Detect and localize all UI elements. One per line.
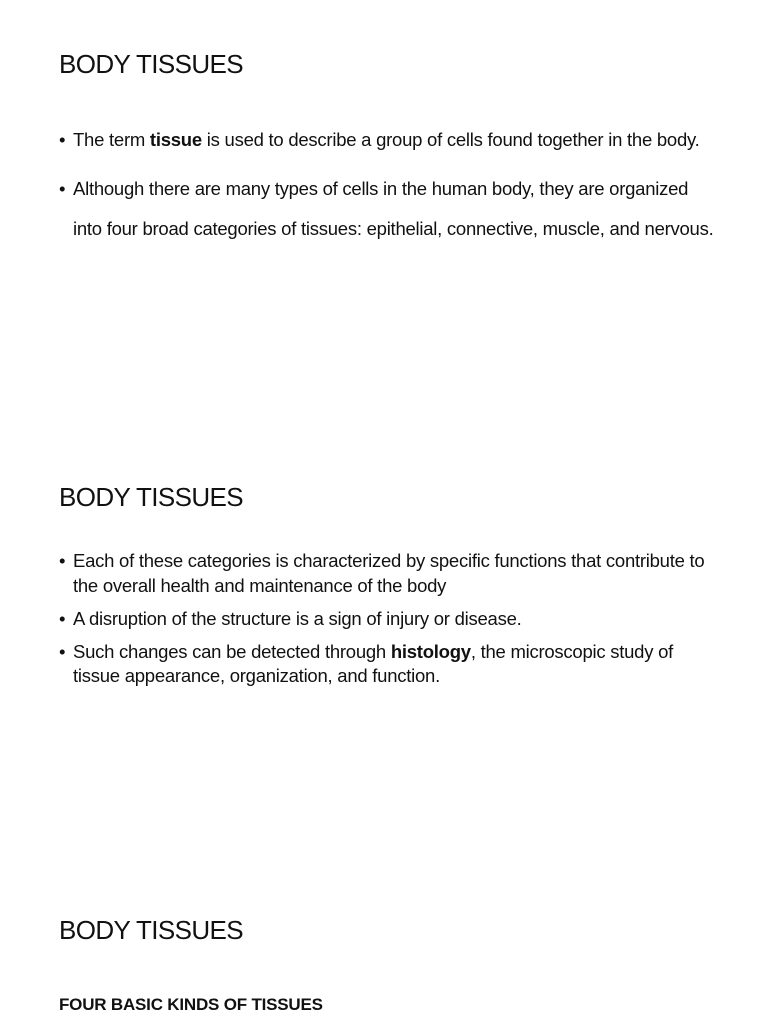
bullet-text-before: Such changes can be detected through bbox=[73, 640, 391, 662]
slide-1-bullet-list bbox=[59, 120, 719, 258]
bullet-text-after: is used to describe a group of cells found together in the body. bbox=[201, 129, 700, 150]
bullet-marker: • bbox=[59, 177, 66, 199]
slide-2-title: BODY TISSUES bbox=[59, 482, 244, 512]
bullet-marker: • bbox=[59, 129, 66, 150]
bullet-marker: • bbox=[59, 640, 66, 662]
bullet-item bbox=[59, 120, 719, 161]
bullet-text-before: The term bbox=[73, 129, 150, 150]
bullet-text: A disruption of the structure is a sign of injury or disease. bbox=[73, 607, 522, 629]
slide-1-title: BODY TISSUES bbox=[59, 49, 244, 79]
bullet-marker: • bbox=[59, 550, 66, 571]
bullet-text: Although there are many types of cells in the human body, they are organized into four broad categories of tissues: epithelial, connective, muscle, and nervous. bbox=[73, 177, 714, 239]
bullet-item bbox=[59, 640, 719, 689]
bullet-bold-term: tissue bbox=[149, 129, 202, 150]
bullet-item bbox=[59, 549, 719, 598]
bullet-text: Each of these categories is characterized by specific functions that contribute to the overall health and maintenance of the body bbox=[73, 550, 705, 596]
slide-2-bullet-list bbox=[59, 549, 719, 697]
bullet-item bbox=[59, 607, 719, 632]
bullet-bold-term: histology bbox=[390, 640, 471, 662]
bullet-item bbox=[59, 169, 719, 250]
bullet-marker: • bbox=[59, 607, 66, 629]
slide-3-title: BODY TISSUES bbox=[59, 915, 244, 945]
slide-3-subheading: FOUR BASIC KINDS OF TISSUES bbox=[59, 995, 323, 1014]
bullet-text-after: , the microscopic study of tissue appearance, organization, and function. bbox=[73, 640, 674, 686]
